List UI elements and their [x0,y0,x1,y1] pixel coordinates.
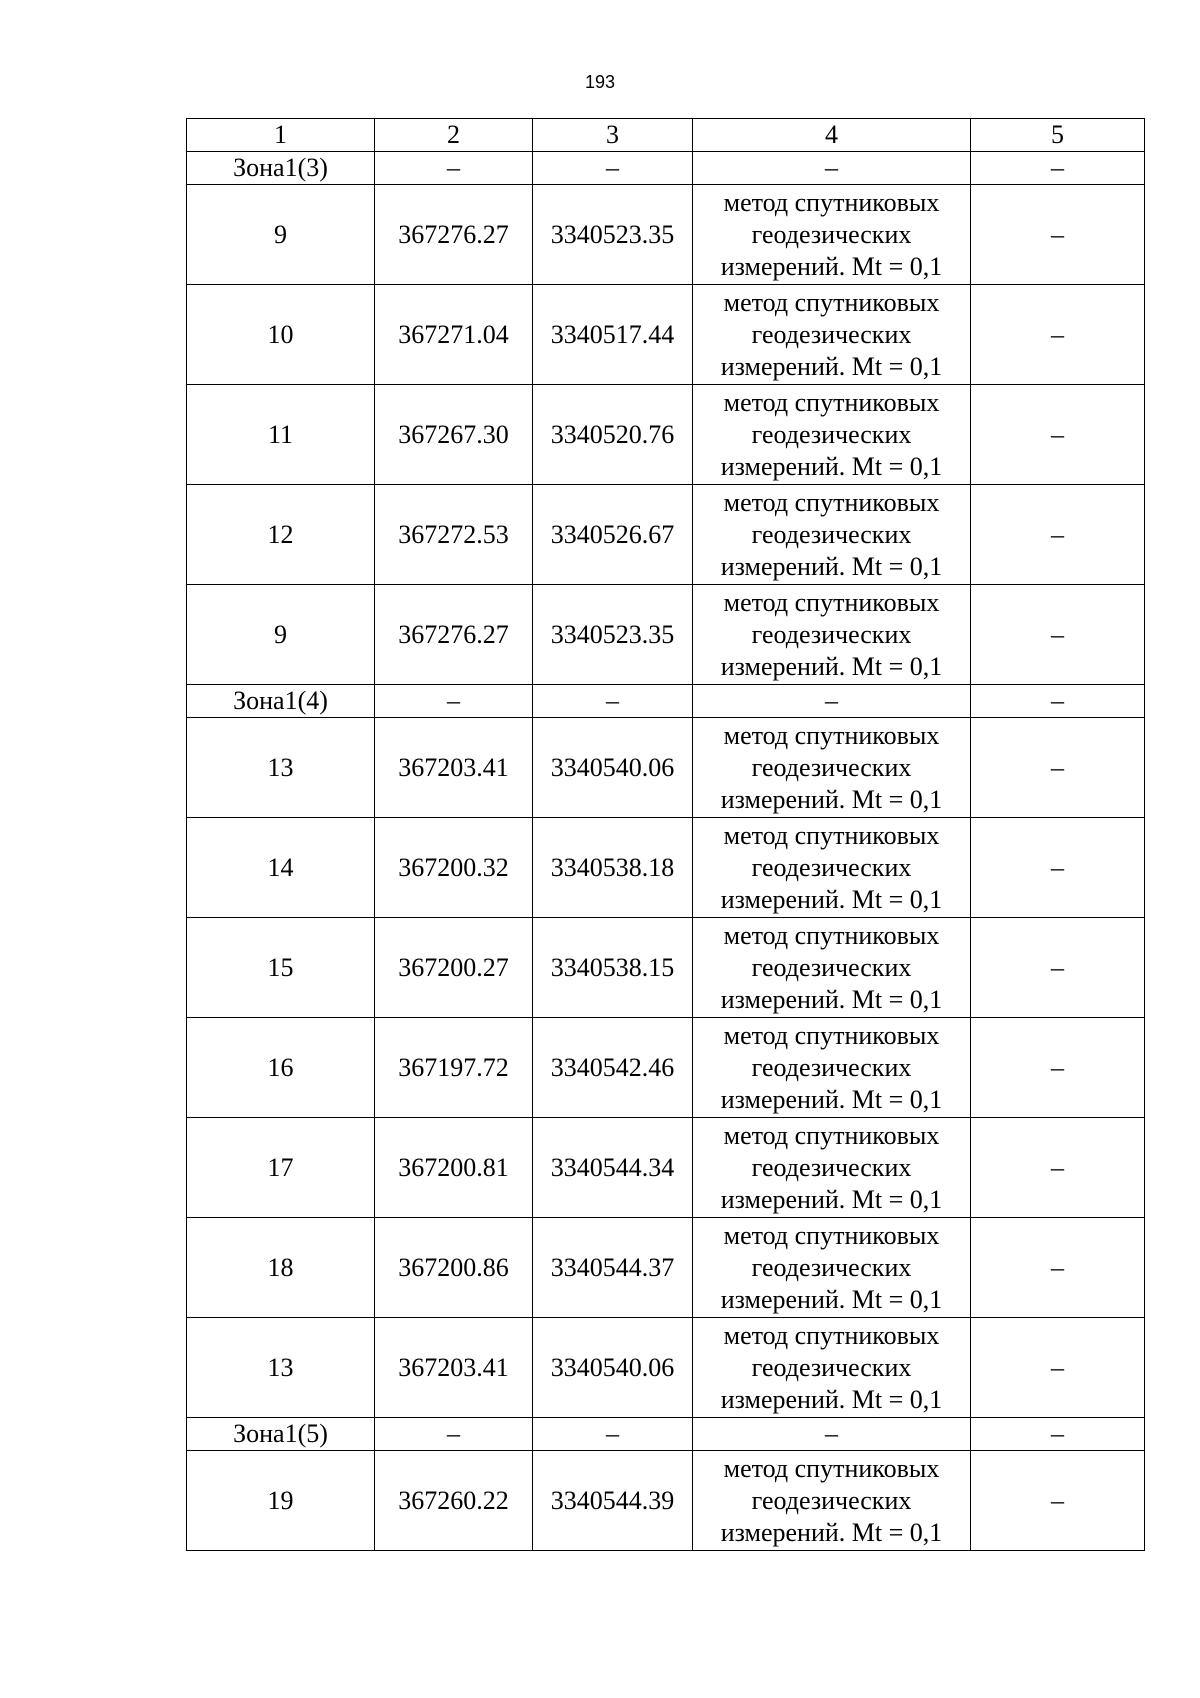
method-line: геодезических [751,1252,912,1282]
table-row [187,1018,1145,1118]
x-coordinate-cell: 367203.41 [375,1318,533,1418]
method-cell [693,1218,971,1318]
point-number-cell: 14 [187,818,375,918]
note-cell: – [971,185,1145,285]
method-line: метод спутниковых [723,920,940,950]
zone-row [187,685,1145,718]
method-line: метод спутниковых [723,387,940,417]
note-cell: – [971,1018,1145,1118]
method-line: геодезических [751,752,912,782]
method-line: метод спутниковых [723,1320,940,1350]
method-line: метод спутниковых [723,487,940,517]
method-line: измерений. Mt = 0,1 [720,551,943,581]
table-row [187,718,1145,818]
x-coordinate-cell: 367276.27 [375,585,533,685]
method-line: геодезических [751,619,912,649]
method-line: измерений. Mt = 0,1 [720,651,943,681]
method-cell: – [693,1418,971,1451]
point-number-cell: 18 [187,1218,375,1318]
note-cell: – [971,818,1145,918]
method-line: измерений. Mt = 0,1 [720,1384,943,1414]
method-line: измерений. Mt = 0,1 [720,451,943,481]
method-cell [693,1018,971,1118]
y-coordinate-cell: 3340542.46 [533,1018,693,1118]
y-coordinate-cell: 3340526.67 [533,485,693,585]
table-row [187,918,1145,1018]
zone-label-cell: Зона1(5) [187,1418,375,1451]
method-line: геодезических [751,1352,912,1382]
note-cell: – [971,285,1145,385]
x-coordinate-cell: – [375,1418,533,1451]
y-coordinate-cell: – [533,685,693,718]
method-cell [693,1318,971,1418]
point-number-cell: 16 [187,1018,375,1118]
x-coordinate-cell: 367260.22 [375,1451,533,1551]
note-cell: – [971,1418,1145,1451]
x-coordinate-cell: 367272.53 [375,485,533,585]
method-cell [693,918,971,1018]
y-coordinate-cell: 3340540.06 [533,718,693,818]
x-coordinate-cell: 367271.04 [375,285,533,385]
point-number-cell: 15 [187,918,375,1018]
point-number-cell: 19 [187,1451,375,1551]
note-cell: – [971,685,1145,718]
y-coordinate-cell: 3340544.37 [533,1218,693,1318]
method-line: метод спутниковых [723,1120,940,1150]
point-number-cell: 12 [187,485,375,585]
note-cell: – [971,152,1145,185]
note-cell: – [971,1218,1145,1318]
header-cell-2: 2 [375,119,533,152]
note-cell: – [971,485,1145,585]
table-row [187,385,1145,485]
method-line: измерений. Mt = 0,1 [720,251,943,281]
method-line: метод спутниковых [723,187,940,217]
method-line: геодезических [751,1485,912,1515]
table-row [187,485,1145,585]
method-line: измерений. Mt = 0,1 [720,351,943,381]
table-row [187,1451,1145,1551]
x-coordinate-cell: 367276.27 [375,185,533,285]
method-line: геодезических [751,852,912,882]
method-line: геодезических [751,319,912,349]
x-coordinate-cell: 367197.72 [375,1018,533,1118]
method-line: метод спутниковых [723,820,940,850]
note-cell: – [971,1118,1145,1218]
page-number: 193 [584,72,616,92]
method-line: геодезических [751,219,912,249]
method-line: измерений. Mt = 0,1 [720,884,943,914]
method-line: метод спутниковых [723,1020,940,1050]
method-line: метод спутниковых [723,587,940,617]
table-row [187,185,1145,285]
zone-label-cell: Зона1(4) [187,685,375,718]
method-cell: – [693,685,971,718]
note-cell: – [971,718,1145,818]
note-cell: – [971,1451,1145,1551]
method-cell [693,718,971,818]
method-cell [693,818,971,918]
y-coordinate-cell: – [533,1418,693,1451]
header-cell-3: 3 [533,119,693,152]
table-body [187,119,1145,1551]
y-coordinate-cell: 3340523.35 [533,185,693,285]
table-row [187,818,1145,918]
zone-row [187,1418,1145,1451]
y-coordinate-cell: 3340523.35 [533,585,693,685]
method-line: геодезических [751,1152,912,1182]
zone-label-cell: Зона1(3) [187,152,375,185]
method-line: измерений. Mt = 0,1 [720,1517,943,1547]
note-cell: – [971,1318,1145,1418]
method-line: измерений. Mt = 0,1 [720,1184,943,1214]
y-coordinate-cell: 3340517.44 [533,285,693,385]
point-number-cell: 13 [187,1318,375,1418]
method-line: геодезических [751,952,912,982]
point-number-cell: 9 [187,585,375,685]
note-cell: – [971,585,1145,685]
method-line: метод спутниковых [723,1220,940,1250]
x-coordinate-cell: 367200.32 [375,818,533,918]
x-coordinate-cell: – [375,685,533,718]
method-line: измерений. Mt = 0,1 [720,1284,943,1314]
method-cell [693,485,971,585]
y-coordinate-cell: 3340520.76 [533,385,693,485]
point-number-cell: 13 [187,718,375,818]
header-cell-5: 5 [971,119,1145,152]
table-row [187,585,1145,685]
point-number-cell: 10 [187,285,375,385]
header-row [187,119,1145,152]
method-cell [693,1118,971,1218]
method-cell [693,285,971,385]
note-cell: – [971,385,1145,485]
method-cell [693,1451,971,1551]
y-coordinate-cell: – [533,152,693,185]
table-row [187,1218,1145,1318]
y-coordinate-cell: 3340540.06 [533,1318,693,1418]
method-line: измерений. Mt = 0,1 [720,1084,943,1114]
method-line: метод спутниковых [723,720,940,750]
method-line: метод спутниковых [723,1453,940,1483]
zone-row [187,152,1145,185]
table-row [187,285,1145,385]
method-line: метод спутниковых [723,287,940,317]
method-cell: – [693,152,971,185]
header-cell-1: 1 [187,119,375,152]
y-coordinate-cell: 3340538.18 [533,818,693,918]
x-coordinate-cell: 367267.30 [375,385,533,485]
header-cell-4: 4 [693,119,971,152]
coordinates-table [186,118,1145,1551]
method-cell [693,385,971,485]
method-cell [693,185,971,285]
x-coordinate-cell: 367200.81 [375,1118,533,1218]
table-row [187,1118,1145,1218]
method-line: геодезических [751,1052,912,1082]
table-row [187,1318,1145,1418]
method-line: геодезических [751,519,912,549]
method-line: измерений. Mt = 0,1 [720,784,943,814]
x-coordinate-cell: – [375,152,533,185]
y-coordinate-cell: 3340544.34 [533,1118,693,1218]
method-line: измерений. Mt = 0,1 [720,984,943,1014]
x-coordinate-cell: 367200.27 [375,918,533,1018]
y-coordinate-cell: 3340538.15 [533,918,693,1018]
point-number-cell: 11 [187,385,375,485]
x-coordinate-cell: 367200.86 [375,1218,533,1318]
y-coordinate-cell: 3340544.39 [533,1451,693,1551]
point-number-cell: 17 [187,1118,375,1218]
point-number-cell: 9 [187,185,375,285]
method-cell [693,585,971,685]
method-line: геодезических [751,419,912,449]
note-cell: – [971,918,1145,1018]
x-coordinate-cell: 367203.41 [375,718,533,818]
